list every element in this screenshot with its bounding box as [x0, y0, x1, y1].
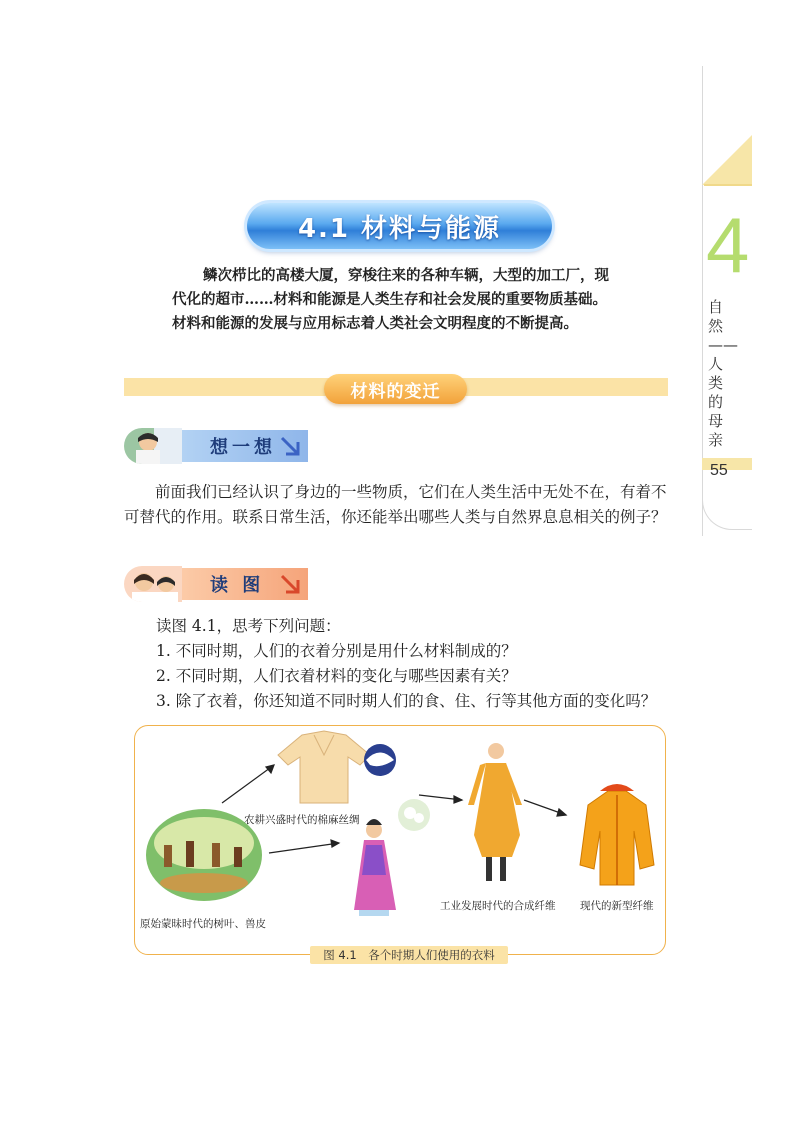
read-questions	[156, 614, 676, 714]
subsection-title: 材料的变迁	[350, 381, 441, 402]
student-photo	[124, 428, 182, 464]
think-paragraph: 前面我们已经认识了身边的一些物质，它们在人类生活中无处不在，有着不可替代的作用。联系日常生活，你还能举出哪些人类与自然界息息相关的例子？	[124, 483, 667, 526]
intro-line: 材料和能源的发展与应用标志着人类社会文明程度的不断提高。	[172, 315, 578, 332]
chapter-number: 4	[706, 201, 750, 289]
traditional-robe-image	[278, 731, 370, 803]
intro-paragraph	[172, 264, 642, 336]
modern-jacket-image	[580, 784, 654, 885]
student-photo	[124, 566, 182, 602]
section-title-banner	[247, 203, 552, 249]
label-industrial-era: 工业发展时代的合成纤维	[440, 900, 556, 912]
think-header	[124, 428, 308, 464]
read-intro: 读图 4.1，思考下列问题：	[156, 617, 341, 635]
margin-corner-curve	[702, 500, 752, 530]
figure-caption: 图 4.1 各个时期人们使用的衣料	[323, 948, 495, 962]
label-primitive-era: 原始蒙昧时代的树叶、兽皮	[140, 918, 266, 930]
think-label: 想一想	[210, 437, 276, 458]
chapter-title: 自然——人类的母亲	[708, 298, 738, 449]
arrow-down-right-icon	[276, 432, 304, 460]
label-modern-era: 现代的新型纤维	[580, 900, 654, 912]
margin-rule	[704, 184, 752, 186]
arrow-down-right-icon	[276, 570, 304, 598]
read-label: 读 图	[210, 575, 265, 596]
read-header	[124, 566, 308, 602]
page-number: 55	[710, 462, 728, 479]
subsection-banner	[324, 374, 467, 404]
cotton-image	[398, 799, 430, 831]
trench-coat-model-image	[468, 743, 522, 881]
silk-fabric-image	[364, 744, 396, 776]
intro-line: 代化的超市……材料和能源是人类生存和社会发展的重要物质基础。	[172, 291, 607, 308]
ancient-woman-image	[354, 819, 396, 916]
label-farming-era: 农耕兴盛时代的棉麻丝绸	[244, 814, 360, 826]
section-title: 4.1 材料与能源	[297, 213, 502, 244]
question-item: 2. 不同时期，人们衣着材料的变化与哪些因素有关？	[156, 667, 517, 685]
question-item: 3. 除了衣着，你还知道不同时期人们的食、住、行等其他方面的变化吗？	[156, 692, 657, 710]
question-item: 1. 不同时期，人们的衣着分别是用什么材料制成的？	[156, 642, 517, 660]
intro-line: 鳞次栉比的高楼大厦，穿梭往来的各种车辆，大型的加工厂，现	[203, 267, 609, 284]
margin-corner-triangle	[702, 135, 752, 185]
